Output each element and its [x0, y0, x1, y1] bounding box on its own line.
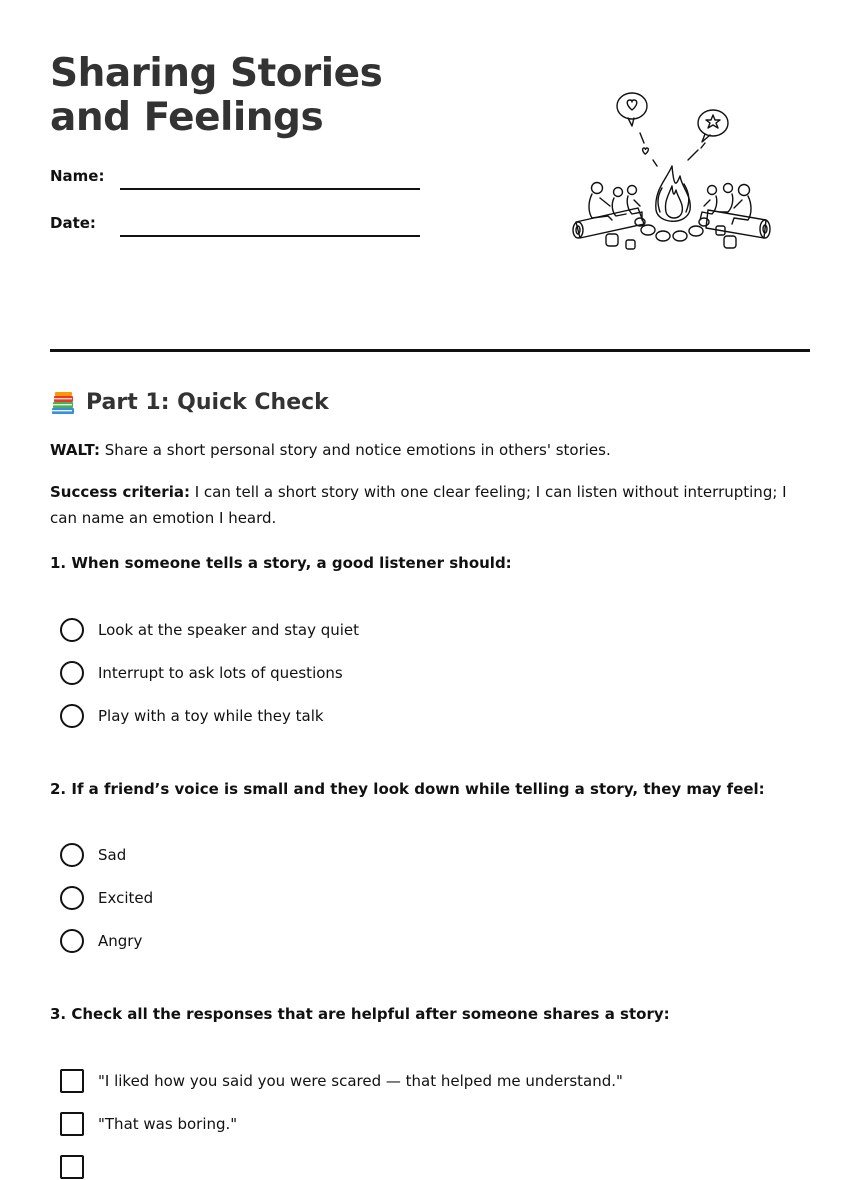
option-label: Angry	[98, 932, 143, 950]
walt-text: Share a short personal story and notice emotions in others' stories.	[104, 441, 611, 459]
question-1-option-2[interactable]	[60, 660, 343, 686]
date-label: Date:	[50, 214, 96, 232]
option-label: Excited	[98, 889, 154, 907]
success-criteria-label: Success criteria:	[50, 483, 190, 501]
radio-button[interactable]	[60, 929, 84, 953]
walt-paragraph	[50, 437, 810, 463]
success-criteria-paragraph	[50, 479, 810, 531]
option-label: "I liked how you said you were scared — that helped me understand."	[98, 1072, 623, 1090]
option-label: "That was boring."	[98, 1115, 238, 1133]
question-1-option-1[interactable]	[60, 617, 359, 643]
name-label: Name:	[50, 167, 105, 185]
radio-button[interactable]	[60, 618, 84, 642]
books-icon	[50, 390, 76, 416]
option-label: Sad	[98, 846, 127, 864]
question-3-option-1[interactable]	[60, 1068, 623, 1094]
option-label: Play with a toy while they talk	[98, 707, 324, 725]
name-line[interactable]	[120, 188, 420, 190]
question-2-option-2[interactable]	[60, 885, 153, 911]
question-2-option-1[interactable]	[60, 842, 126, 868]
date-line[interactable]	[120, 235, 420, 237]
radio-button[interactable]	[60, 661, 84, 685]
question-3-option-3[interactable]	[60, 1154, 98, 1180]
question-1-option-3[interactable]	[60, 703, 324, 729]
campfire-illustration	[568, 88, 778, 258]
option-label: Interrupt to ask lots of questions	[98, 664, 343, 682]
radio-button[interactable]	[60, 843, 84, 867]
checkbox[interactable]	[60, 1112, 84, 1136]
checkbox[interactable]	[60, 1155, 84, 1179]
left-people-icon	[589, 183, 642, 221]
radio-button[interactable]	[60, 704, 84, 728]
date-field[interactable]	[50, 211, 420, 237]
part1-heading	[50, 388, 329, 418]
fire-icon	[656, 166, 690, 221]
checkbox[interactable]	[60, 1069, 84, 1093]
worksheet-title: Sharing Stories and Feelings	[50, 51, 383, 140]
radio-button[interactable]	[60, 886, 84, 910]
question-2-option-3[interactable]	[60, 928, 142, 954]
question-3-option-2[interactable]	[60, 1111, 237, 1137]
star-bubble-icon	[698, 110, 728, 142]
part1-heading-text: Part 1: Quick Check	[86, 390, 329, 415]
option-label: Look at the speaker and stay quiet	[98, 621, 360, 639]
walt-label: WALT:	[50, 441, 100, 459]
heart-bubble-icon	[617, 93, 647, 126]
section-divider	[50, 349, 810, 352]
question-1-text: 1. When someone tells a story, a good listener should:	[50, 554, 512, 572]
question-3-text: 3. Check all the responses that are helpful after someone shares a story:	[50, 1005, 670, 1023]
success-criteria-text: I can tell a short story with one clear feeling; I can listen without interrupting; I can name an emotion I heard.	[50, 483, 787, 527]
question-2-text: 2. If a friend’s voice is small and they look down while telling a story, they may feel:	[50, 780, 765, 798]
name-field[interactable]	[50, 164, 420, 190]
